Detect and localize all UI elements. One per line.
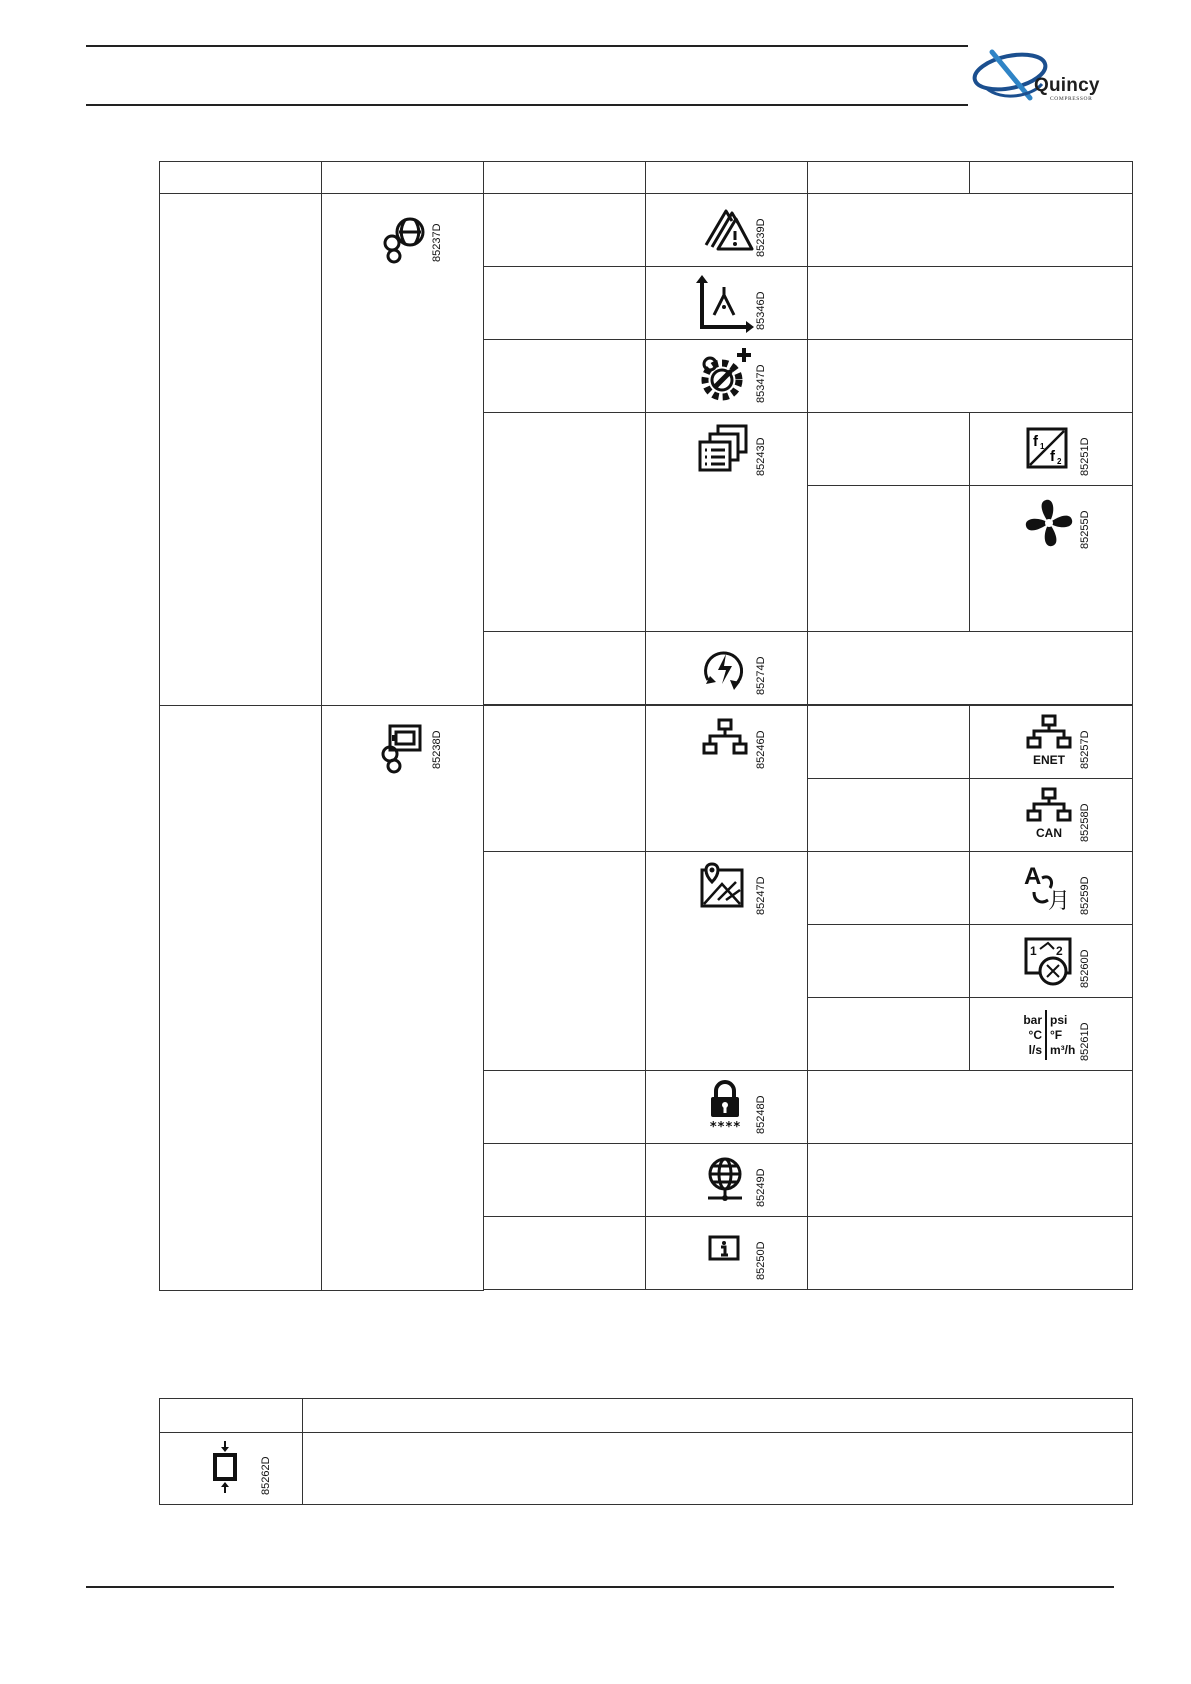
map-location-icon xyxy=(696,860,754,918)
header-cell xyxy=(484,162,646,194)
unit-label: m³/h xyxy=(1050,1043,1076,1057)
item-label-cell xyxy=(484,194,646,267)
icon-code: 85250D xyxy=(755,1241,767,1280)
item-desc-cell xyxy=(808,1144,1133,1217)
icon-code: 85262D xyxy=(260,1456,272,1495)
password-mask: **** xyxy=(709,1120,741,1135)
svg-text:f: f xyxy=(1050,448,1055,465)
item-desc-cell xyxy=(808,194,1133,267)
header-cell xyxy=(646,162,808,194)
subitem-icon-cell xyxy=(970,486,1133,632)
power-restart-icon xyxy=(696,640,754,698)
icon-code: 85248D xyxy=(755,1095,767,1134)
svg-text:2: 2 xyxy=(1056,944,1063,958)
header-bottom-rule xyxy=(86,104,968,106)
scroll-arrows-icon xyxy=(196,1439,254,1497)
item-desc-cell xyxy=(808,267,1133,340)
subitem-label-cell xyxy=(808,779,970,852)
item-desc-cell xyxy=(808,1217,1133,1290)
group-icon-cell xyxy=(322,194,484,706)
table-row xyxy=(160,194,1133,267)
controller-gear-icon xyxy=(372,720,430,778)
icon-code: 85261D xyxy=(1079,1022,1091,1061)
unit-label: bar xyxy=(1023,1013,1042,1027)
item-desc-cell xyxy=(808,340,1133,413)
icon-code: 85247D xyxy=(755,876,767,915)
table-row xyxy=(160,1433,1133,1505)
legend-icon-cell xyxy=(160,1433,303,1505)
item-icon-cell xyxy=(646,1144,808,1217)
icon-code: 85246D xyxy=(755,730,767,769)
date-time-icon xyxy=(1020,933,1078,991)
icon-code: 85239D xyxy=(755,218,767,257)
table-row xyxy=(160,706,1133,779)
subitem-icon-cell xyxy=(970,706,1133,779)
item-label-cell xyxy=(484,1071,646,1144)
item-label-cell xyxy=(484,632,646,705)
item-icon-cell xyxy=(646,413,808,632)
service-wrench-gear-icon xyxy=(696,346,754,404)
icon-code: 85251D xyxy=(1079,437,1091,476)
icon-code: 85274D xyxy=(755,656,767,695)
header-cell xyxy=(970,162,1133,194)
enet-label: ENET xyxy=(1032,753,1066,767)
header-cell xyxy=(160,162,322,194)
subitem-label-cell xyxy=(808,706,970,779)
units-icon xyxy=(1016,1006,1078,1064)
f1-f2-function-icon xyxy=(1020,421,1078,479)
item-icon-cell xyxy=(646,1217,808,1290)
item-icon-cell xyxy=(646,706,808,852)
group-label-cell xyxy=(160,194,322,706)
network-can-icon xyxy=(1020,785,1078,843)
unit-label: l/s xyxy=(1028,1043,1042,1057)
header-cell xyxy=(303,1399,1133,1433)
group-icon-cell xyxy=(322,706,484,1291)
item-desc-cell xyxy=(808,632,1133,705)
subitem-label-cell xyxy=(808,998,970,1071)
unit-label: °F xyxy=(1050,1028,1063,1042)
icon-code: 85249D xyxy=(755,1168,767,1207)
graph-warning-icon xyxy=(696,275,754,333)
web-globe-icon xyxy=(696,1150,754,1208)
fan-icon xyxy=(1020,494,1078,552)
item-label-cell xyxy=(484,340,646,413)
can-label: CAN xyxy=(1036,826,1062,840)
item-label-cell xyxy=(484,413,646,632)
subitem-icon-cell xyxy=(970,925,1133,998)
icon-code: 85260D xyxy=(1079,949,1091,988)
network-enet-icon xyxy=(1020,712,1078,770)
svg-text:f: f xyxy=(1033,433,1038,450)
icon-code: 85255D xyxy=(1079,510,1091,549)
unit-label: °C xyxy=(1028,1028,1042,1042)
multiple-lists-icon xyxy=(696,422,754,480)
subitem-icon-cell xyxy=(970,852,1133,925)
item-label-cell xyxy=(484,1217,646,1290)
header-top-rule xyxy=(86,45,968,47)
subitem-icon-cell xyxy=(970,413,1133,486)
logo-sub: COMPRESSOR xyxy=(1050,96,1093,102)
header-cell xyxy=(322,162,484,194)
subitem-icon-cell xyxy=(970,779,1133,852)
svg-text:2: 2 xyxy=(1057,457,1062,466)
network-icon xyxy=(696,712,754,770)
icon-code: 85259D xyxy=(1079,876,1091,915)
subitem-label-cell xyxy=(808,413,970,486)
group-label-cell xyxy=(160,706,322,1291)
language-icon xyxy=(1020,858,1078,916)
header-cell xyxy=(808,162,970,194)
legend-desc-cell xyxy=(303,1433,1133,1505)
footer-rule xyxy=(86,1586,1114,1588)
password-lock-icon xyxy=(696,1077,754,1135)
table-header-row xyxy=(160,162,1133,194)
svg-text:1: 1 xyxy=(1030,944,1037,958)
compressor-gear-icon xyxy=(372,210,430,268)
icon-code: 85346D xyxy=(755,291,767,330)
item-label-cell xyxy=(484,706,646,852)
item-desc-cell xyxy=(808,1071,1133,1144)
item-label-cell xyxy=(484,267,646,340)
icon-code: 85237D xyxy=(431,223,443,262)
item-icon-cell xyxy=(646,340,808,413)
subitem-icon-cell xyxy=(970,998,1133,1071)
item-label-cell xyxy=(484,852,646,1071)
item-icon-cell xyxy=(646,632,808,705)
quincy-logo xyxy=(972,44,1112,108)
item-icon-cell xyxy=(646,194,808,267)
legend-table xyxy=(159,1398,1133,1505)
logo-brand: Quincy xyxy=(1034,75,1100,96)
svg-text:月: 月 xyxy=(1048,889,1071,914)
header-cell xyxy=(160,1399,303,1433)
unit-label: psi xyxy=(1050,1013,1068,1027)
subitem-label-cell xyxy=(808,925,970,998)
svg-text:A: A xyxy=(1024,863,1042,890)
icon-code: 85238D xyxy=(431,730,443,769)
icon-code: 85243D xyxy=(755,437,767,476)
item-icon-cell xyxy=(646,267,808,340)
item-icon-cell xyxy=(646,1071,808,1144)
svg-text:1: 1 xyxy=(1040,442,1045,451)
icon-code: 85257D xyxy=(1079,730,1091,769)
alarm-warning-icon xyxy=(696,201,754,259)
subitem-label-cell xyxy=(808,852,970,925)
icon-code: 85347D xyxy=(755,364,767,403)
table-header-row xyxy=(160,1399,1133,1433)
menu-structure-table xyxy=(159,161,1133,1291)
subitem-label-cell xyxy=(808,486,970,632)
item-label-cell xyxy=(484,1144,646,1217)
info-icon xyxy=(696,1223,754,1281)
icon-code: 85258D xyxy=(1079,803,1091,842)
item-icon-cell xyxy=(646,852,808,1071)
